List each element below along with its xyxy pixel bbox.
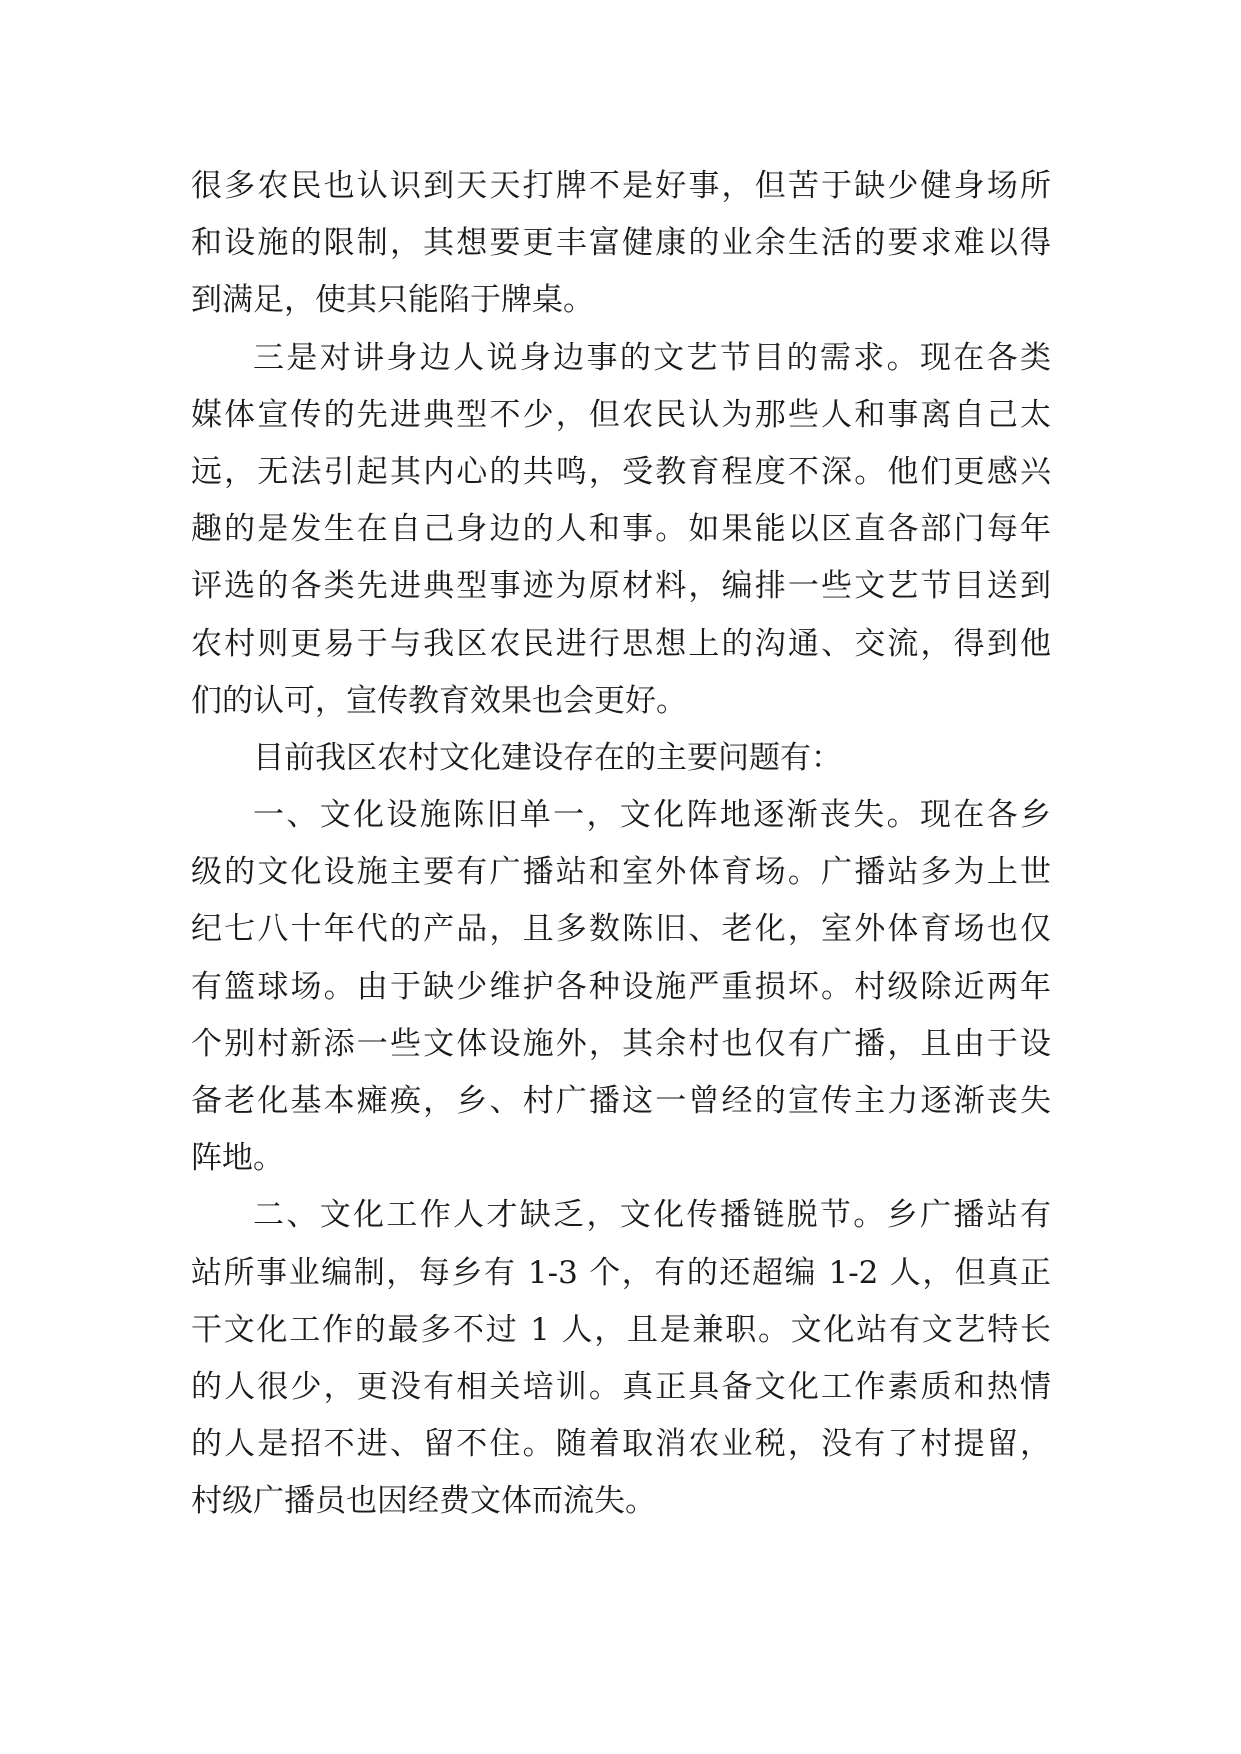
text-line: 到满足，使其只能陷于牌桌。 xyxy=(191,282,594,319)
text-line: 们的认可，宣传教育效果也会更好。 xyxy=(191,682,687,719)
text-line: 干文化工作的最多不过 1 人，且是兼职。文化站有文艺特长 xyxy=(191,1311,1051,1348)
text-line: 和设施的限制，其想要更丰富健康的业余生活的要求难以得 xyxy=(191,225,1051,262)
text-line: 一、文化设施陈旧单一，文化阵地逐渐丧失。现在各乡 xyxy=(253,797,1051,834)
text-line: 的人很少，更没有相关培训。真正具备文化工作素质和热情 xyxy=(191,1368,1051,1405)
text-line: 村级广播员也因经费文体而流失。 xyxy=(191,1483,656,1520)
document-body xyxy=(191,158,1051,1531)
text-line: 有篮球场。由于缺少维护各种设施严重损坏。村级除近两年 xyxy=(191,968,1051,1005)
text-line: 媒体宣传的先进典型不少，但农民认为那些人和事离自己太 xyxy=(191,396,1051,433)
text-line: 纪七八十年代的产品，且多数陈旧、老化，室外体育场也仅 xyxy=(191,911,1051,948)
text-line: 个别村新添一些文体设施外，其余村也仅有广播，且由于设 xyxy=(191,1025,1051,1062)
text-line: 远，无法引起其内心的共鸣，受教育程度不深。他们更感兴 xyxy=(191,453,1051,490)
text-line: 备老化基本瘫痪，乡、村广播这一曾经的宣传主力逐渐丧失 xyxy=(191,1083,1051,1119)
text-line: 趣的是发生在自己身边的人和事。如果能以区直各部门每年 xyxy=(191,511,1051,548)
text-line: 三是对讲身边人说身边事的文艺节目的需求。现在各类 xyxy=(253,339,1051,376)
text-line: 阵地。 xyxy=(191,1140,284,1177)
text-line: 评选的各类先进典型事迹为原材料，编排一些文艺节目送到 xyxy=(191,568,1051,605)
text-line: 很多农民也认识到天天打牌不是好事，但苦于缺少健身场所 xyxy=(191,168,1051,204)
text-line: 级的文化设施主要有广播站和室外体育场。广播站多为上世 xyxy=(191,854,1051,891)
text-line: 农村则更易于与我区农民进行思想上的沟通、交流，得到他 xyxy=(191,625,1051,662)
text-line: 二、文化工作人才缺乏，文化传播链脱节。乡广播站有 xyxy=(253,1197,1051,1234)
text-line: 站所事业编制，每乡有 1-3 个，有的还超编 1-2 人，但真正 xyxy=(191,1254,1051,1291)
text-line: 的人是招不进、留不住。随着取消农业税，没有了村提留， xyxy=(191,1426,1051,1463)
text-line: 目前我区农村文化建设存在的主要问题有： xyxy=(253,739,842,776)
